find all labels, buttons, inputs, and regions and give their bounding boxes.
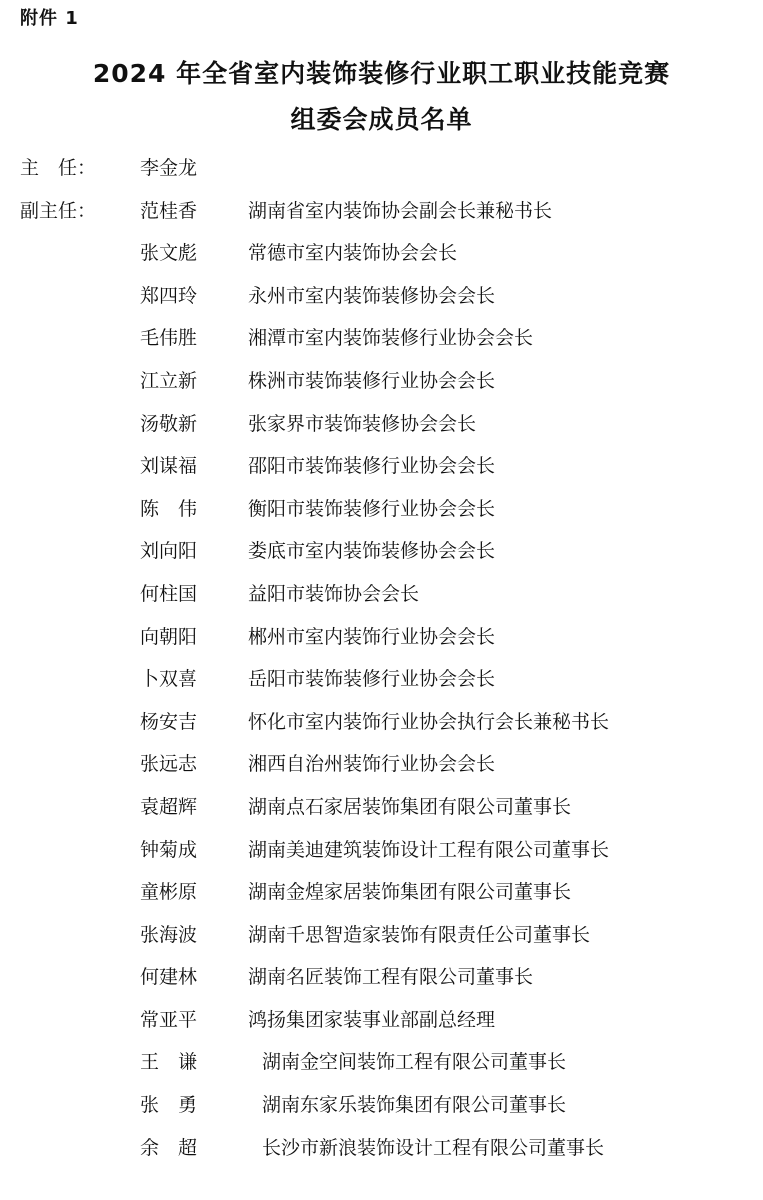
member-title: 邵阳市装饰装修行业协会会长 xyxy=(248,455,496,478)
member-name: 卜双喜 xyxy=(140,668,198,691)
member-title: 张家界市装饰装修协会会长 xyxy=(248,412,477,435)
member-title: 郴州市室内装饰行业协会会长 xyxy=(248,625,496,648)
member-row xyxy=(0,954,763,997)
member-row xyxy=(0,1125,763,1168)
member-name: 王 谦 xyxy=(140,1051,198,1074)
member-title: 衡阳市装饰装修行业协会会长 xyxy=(248,497,496,520)
member-row xyxy=(0,486,763,529)
member-row xyxy=(0,699,763,742)
member-row xyxy=(0,997,763,1040)
member-title: 常德市室内装饰协会会长 xyxy=(248,242,458,265)
member-row xyxy=(0,827,763,870)
member-row xyxy=(0,528,763,571)
member-title: 益阳市装饰协会会长 xyxy=(248,582,420,605)
member-name: 何建林 xyxy=(140,966,198,989)
member-row xyxy=(0,273,763,316)
member-name: 毛伟胜 xyxy=(140,327,198,350)
member-title: 湖南东家乐装饰集团有限公司董事长 xyxy=(262,1094,567,1117)
member-title: 湖南金空间装饰工程有限公司董事长 xyxy=(262,1051,567,1074)
member-row xyxy=(0,656,763,699)
member-title: 鸿扬集团家装事业部副总经理 xyxy=(248,1008,496,1031)
member-title: 湖南千思智造家装饰有限责任公司董事长 xyxy=(248,923,591,946)
member-name: 张文彪 xyxy=(140,242,198,265)
member-title: 湘西自治州装饰行业协会会长 xyxy=(248,753,496,776)
member-name: 杨安吉 xyxy=(140,710,198,733)
member-title: 湖南名匠装饰工程有限公司董事长 xyxy=(248,966,534,989)
member-row xyxy=(0,741,763,784)
member-row xyxy=(0,571,763,614)
member-row xyxy=(0,1082,763,1125)
member-row xyxy=(0,358,763,401)
member-role: 主 任： xyxy=(20,157,97,179)
document-title-line-2: 组委会成员名单 xyxy=(290,105,473,134)
member-list xyxy=(0,145,763,1167)
member-name: 钟菊成 xyxy=(140,838,198,861)
member-name: 余 超 xyxy=(140,1136,198,1159)
member-row xyxy=(0,145,763,188)
member-row xyxy=(0,784,763,827)
member-row xyxy=(0,912,763,955)
member-title: 湖南金煌家居装饰集团有限公司董事长 xyxy=(248,881,572,904)
member-title: 永州市室内装饰装修协会会长 xyxy=(248,284,496,307)
member-name: 刘向阳 xyxy=(140,540,198,563)
member-title: 娄底市室内装饰装修协会会长 xyxy=(248,540,496,563)
member-name: 张海波 xyxy=(140,923,198,946)
member-title: 株洲市装饰装修行业协会会长 xyxy=(248,369,496,392)
member-name: 李金龙 xyxy=(140,157,198,179)
member-name: 刘谋福 xyxy=(140,455,198,478)
member-name: 向朝阳 xyxy=(140,625,198,648)
member-name: 常亚平 xyxy=(140,1008,198,1031)
member-name: 袁超辉 xyxy=(140,795,198,818)
member-title: 岳阳市装饰装修行业协会会长 xyxy=(248,668,496,691)
member-title: 湖南省室内装饰协会副会长兼秘书长 xyxy=(248,199,553,222)
member-title: 湖南点石家居装饰集团有限公司董事长 xyxy=(248,795,572,818)
member-role: 副主任： xyxy=(20,199,97,222)
attachment-label: 附件 1 xyxy=(20,8,79,29)
member-row xyxy=(0,1039,763,1082)
member-row xyxy=(0,869,763,912)
member-name: 陈 伟 xyxy=(140,497,198,520)
member-name: 张 勇 xyxy=(140,1094,198,1117)
member-name: 童彬原 xyxy=(140,881,198,904)
member-row xyxy=(0,614,763,657)
member-name: 张远志 xyxy=(140,753,198,776)
member-title: 长沙市新浪装饰设计工程有限公司董事长 xyxy=(262,1136,605,1159)
member-row xyxy=(0,315,763,358)
member-row xyxy=(0,443,763,486)
member-name: 郑四玲 xyxy=(140,284,198,307)
member-row xyxy=(0,401,763,444)
member-row xyxy=(0,230,763,273)
member-name: 何柱国 xyxy=(140,582,198,605)
member-title: 湘潭市室内装饰装修行业协会会长 xyxy=(248,327,534,350)
member-title: 湖南美迪建筑装饰设计工程有限公司董事长 xyxy=(248,838,610,861)
document-title-line-1: 2024 年全省室内装饰装修行业职工职业技能竞赛 xyxy=(92,59,671,88)
member-name: 汤敬新 xyxy=(140,412,198,435)
member-name: 范桂香 xyxy=(140,199,198,222)
member-row xyxy=(0,188,763,231)
member-name: 江立新 xyxy=(140,369,198,392)
member-title: 怀化市室内装饰行业协会执行会长兼秘书长 xyxy=(248,710,610,733)
